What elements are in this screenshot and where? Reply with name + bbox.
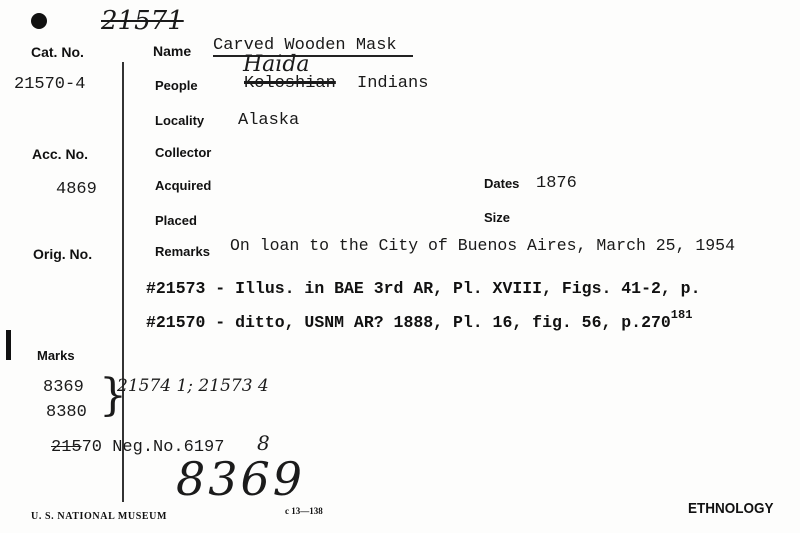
remarks-value: On loan to the City of Buenos Aires, March 25, 1954 [230, 236, 735, 255]
handwritten-cat-no: 21571 [101, 6, 184, 36]
neg-struck-prefix: 215 [51, 438, 82, 457]
collector-label: Collector [155, 145, 212, 160]
footer-form-no: c 13—138 [285, 506, 323, 516]
note-line-2 [146, 308, 692, 332]
remarks-label: Remarks [155, 244, 210, 259]
size-label: Size [484, 210, 511, 225]
note-line-1: #21573 - Illus. in BAE 3rd AR, Pl. XVIII, Figs. 41-2, p. [146, 279, 701, 298]
placed-label: Placed [155, 213, 197, 228]
cat-no-label: Cat. No. [31, 44, 84, 60]
people-handwritten: Haida [243, 52, 310, 77]
marks-line-2: 8380 [46, 403, 87, 422]
name-label: Name [153, 43, 192, 59]
cat-no-value: 21570-4 [14, 75, 86, 94]
footer-department: ETHNOLOGY [688, 500, 774, 517]
marks-handwritten: 21574 1; 21573 4 [117, 376, 269, 396]
people-value: Indians [357, 74, 429, 93]
orig-no-label: Orig. No. [33, 246, 93, 262]
acquired-label: Acquired [155, 178, 212, 193]
note-line-2-main: #21570 - ditto, USNM AR? 1888, Pl. 16, fig. 56, p.270 [146, 313, 671, 332]
locality-label: Locality [155, 113, 205, 128]
acc-no-label: Acc. No. [32, 146, 89, 162]
acc-no-value: 4869 [56, 180, 97, 199]
name-value: Carved Wooden Mask [213, 36, 397, 55]
big-handwritten-number: 8369 [176, 452, 306, 506]
dates-label: Dates [484, 176, 520, 191]
marks-brace: } [99, 370, 127, 421]
neg-hand-mark: 8 [257, 431, 270, 455]
dates-value: 1876 [536, 174, 577, 193]
people-struck-value: Koloshian [244, 74, 336, 93]
locality-value: Alaska [238, 111, 300, 130]
column-divider [122, 62, 124, 502]
people-label: People [155, 78, 198, 93]
marks-line-1: 8369 [43, 378, 84, 397]
neg-no-value: 70 Neg.No.6197 [81, 438, 225, 457]
footer-museum: U. S. NATIONAL MUSEUM [31, 511, 168, 522]
marks-label: Marks [37, 348, 75, 363]
note-line-2-sup: 181 [670, 308, 693, 322]
card-edge-mark [6, 330, 11, 360]
punch-hole-dot [31, 13, 47, 29]
